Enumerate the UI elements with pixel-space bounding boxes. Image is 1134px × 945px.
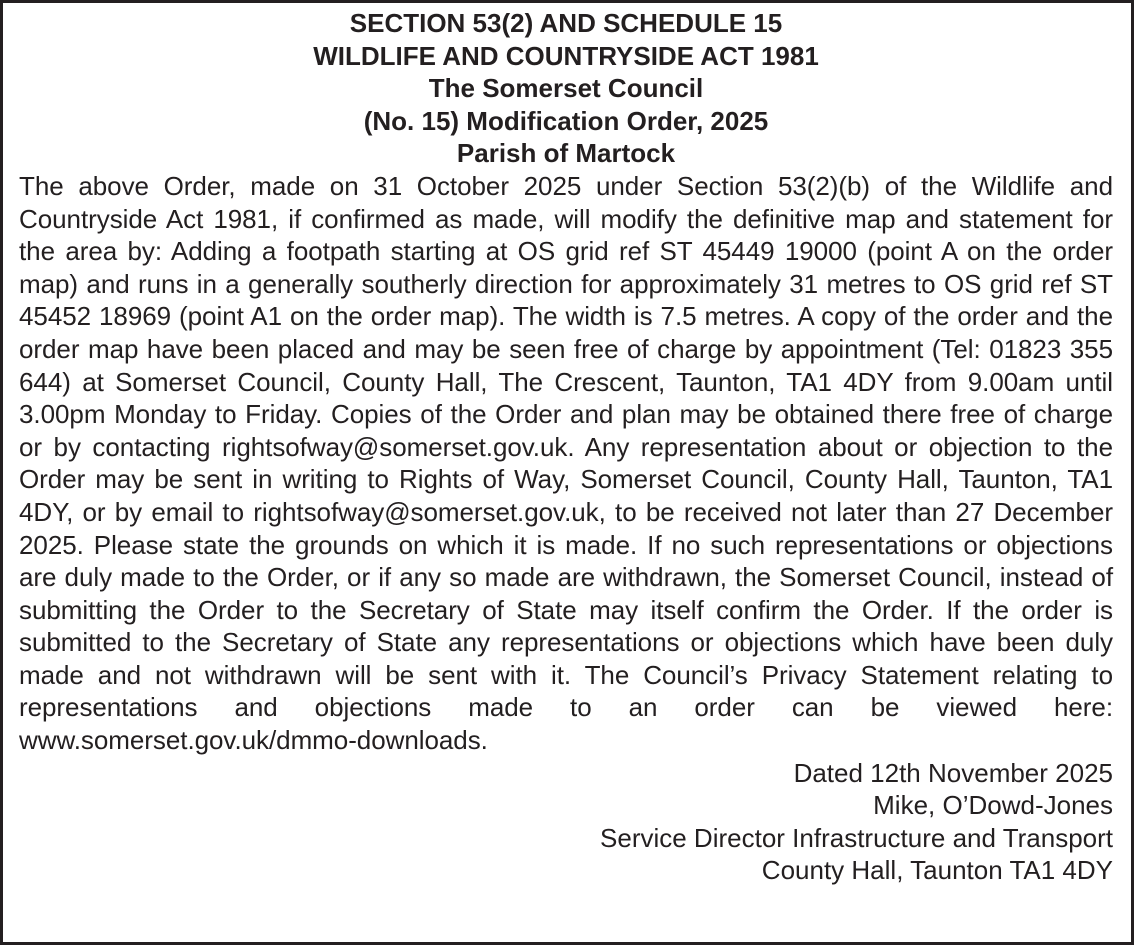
heading-section: SECTION 53(2) AND SCHEDULE 15 [349,8,783,38]
notice-heading [19,7,1113,170]
heading-act: WILDLIFE AND COUNTRYSIDE ACT 1981 [313,40,819,71]
signoff-address: County Hall, Taunton TA1 4DY [761,855,1113,886]
heading-order: (No. 15) Modification Order, 2025 [363,105,769,136]
heading-council: The Somerset Council [428,73,704,104]
notice-signoff [19,757,1113,887]
signoff-name: Mike, O’Dowd-Jones [873,790,1113,821]
signoff-title: Service Director Infrastructure and Transport [600,822,1113,853]
heading-parish: Parish of Martock [456,138,676,169]
signoff-date: Dated 12th November 2025 [793,757,1113,788]
notice-body: The above Order, made on 31 October 2025 under Section 53(2)(b) of the Wildlife and Countryside Act 1981, if confirmed as made, will modify the definitive map and statement for the area by: Adding a footpath starting at OS grid ref ST 45449 19000 (point A on the order map) and runs in a generally southerly direction for approximately 31 metres to OS grid ref ST 45452 18969 (point A1 on the order map). The width is 7.5 metres. A copy of the order and the order map have been placed and may be seen free of charge by appointment (Tel: 01823 355 644) at Somerset Council, County Hall, The Crescent, Taunton, TA1 4DY from 9.00am until 3.00pm Monday to Friday. Copies of the Order and plan may be obtained there free of charge or by contacting rightsofway@somerset.gov.uk. Any representation about or objection to the Order may be sent in writing to Rights of Way, Somerset Council, County Hall, Taunton, TA1 4DY, or by email to rightsofway@somerset.gov.uk, to be received not later than 27 December 2025. Please state the grounds on which it is made. If no such representations or objections are duly made to the Order, or if any so made are withdrawn, the Somerset Council, instead of submitting the Order to the Secretary of State may itself confirm the Order. If the order is submitted to the Secretary of State any representations or objections which have been duly made and not withdrawn will be sent with it. The Council’s Privacy Statement relating to representations and objections made to an order can be viewed here: www.somerset.gov.uk/dmmo-downloads. [19,170,1113,756]
